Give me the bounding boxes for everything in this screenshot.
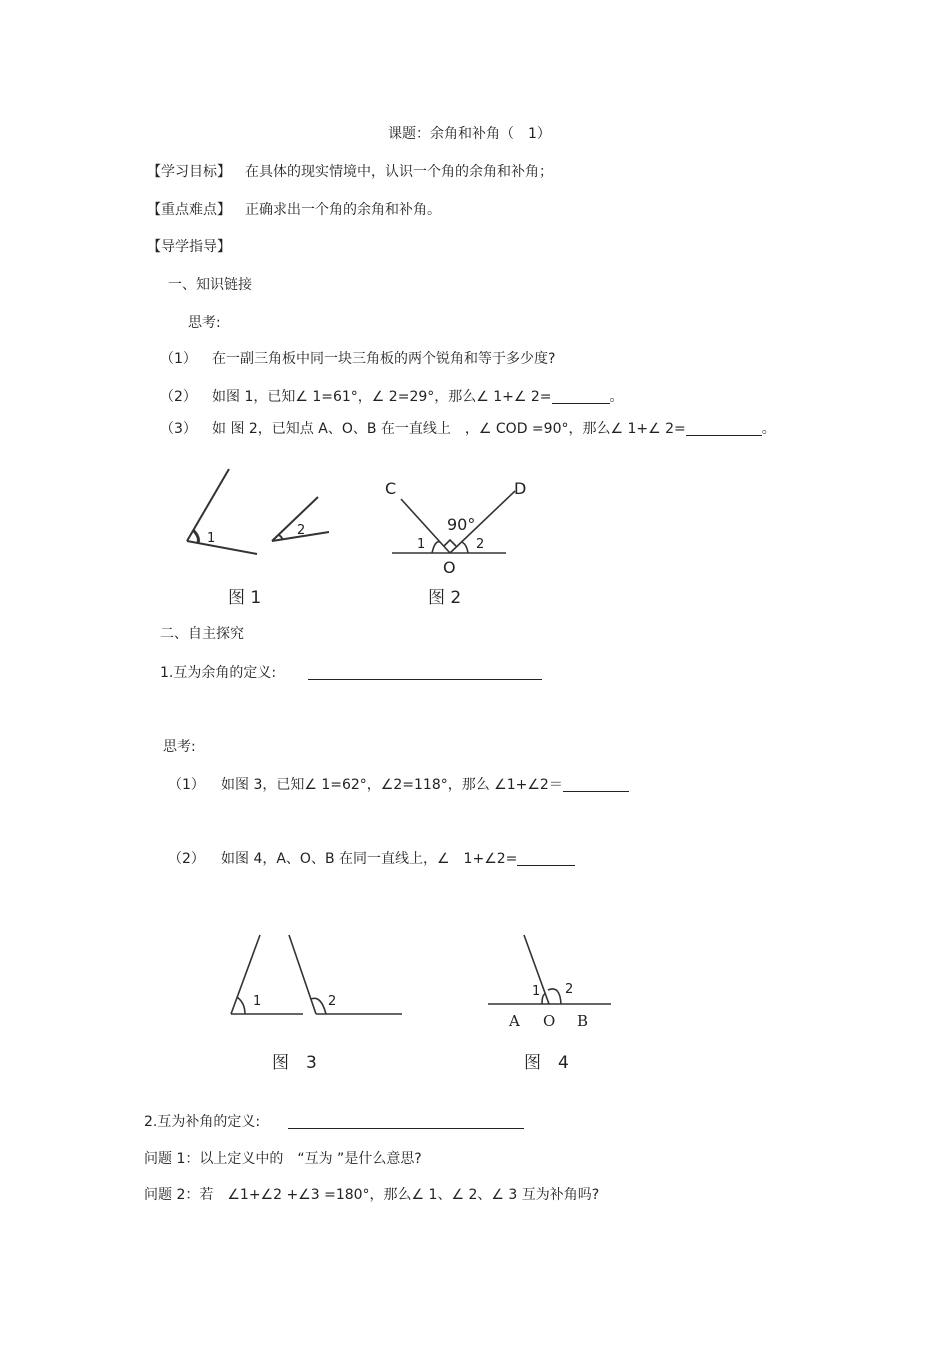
s1-q1-text: 在一副三角板中同一块三角板的两个锐角和等于多少度? bbox=[212, 351, 556, 367]
fig2-label-angle: 90° bbox=[447, 515, 476, 534]
section2-title: 二、自主探究 bbox=[160, 626, 244, 642]
fig1-label-1: 1 bbox=[207, 531, 216, 546]
fig3-caption: 图 3 bbox=[272, 1053, 317, 1073]
s1-q2-end: 。 bbox=[609, 389, 624, 405]
fig2-label-c: C bbox=[385, 479, 397, 498]
page-title: 课题：余角和补角（ 1） bbox=[388, 126, 551, 142]
fig1-caption: 图 1 bbox=[228, 588, 262, 608]
fig4-arc-2 bbox=[548, 989, 561, 1004]
fig4-label-1: 1 bbox=[532, 984, 541, 999]
fig2-label-1: 1 bbox=[417, 537, 426, 552]
s1-q3-end: 。 bbox=[761, 421, 776, 437]
fig2-label-d: D bbox=[514, 479, 527, 498]
fig3-label-2: 2 bbox=[328, 994, 337, 1009]
key-text: 正确求出一个角的余角和补角。 bbox=[245, 202, 441, 218]
s2-q2-text: 如图 4，A、O、B 在同一直线上，∠ 1+∠2= bbox=[221, 851, 518, 867]
s2-q1-num: （1） bbox=[168, 777, 205, 793]
section2-think: 思考: bbox=[163, 739, 196, 755]
s1-q3-num: （3） bbox=[160, 421, 197, 437]
def1-label: 1.互为余角的定义: bbox=[160, 665, 277, 681]
def2-blank-wrap bbox=[288, 1115, 524, 1129]
def2-blank[interactable] bbox=[288, 1115, 524, 1129]
s1-q1-num: （1） bbox=[160, 351, 197, 367]
fig4-label-o: O bbox=[543, 1012, 556, 1030]
s1-q2-num: （2） bbox=[160, 389, 197, 405]
key-label: 【重点难点】 bbox=[147, 202, 231, 218]
section1-title: 一、知识链接 bbox=[168, 277, 252, 293]
guide-label: 【导学指导】 bbox=[147, 239, 231, 255]
fig2-caption: 图 2 bbox=[428, 588, 462, 608]
fig2-label-2: 2 bbox=[476, 537, 485, 552]
fig4-caption: 图 4 bbox=[524, 1053, 569, 1073]
goal-label: 【学习目标】 bbox=[147, 164, 231, 180]
s2-q2-num: （2） bbox=[168, 851, 205, 867]
fig1-label-2: 2 bbox=[297, 523, 306, 538]
fig3-label-1: 1 bbox=[253, 994, 262, 1009]
s1-q3-text: 如 图 2，已知点 A、O、B 在一直线上 ，∠ COD =90°，那么∠ 1+∠ 2= bbox=[212, 421, 686, 437]
section1-think: 思考: bbox=[188, 315, 221, 331]
question-2: 问题 2：若 ∠1+∠2 +∠3 =180°，那么∠ 1、∠ 2、∠ 3 互为补角吗? bbox=[144, 1187, 600, 1203]
fig4-label-a: A bbox=[509, 1012, 520, 1030]
goal-text: 在具体的现实情境中，认识一个角的余角和补角； bbox=[245, 164, 553, 180]
s1-q2-text: 如图 1，已知∠ 1=61°，∠ 2=29°，那么∠ 1+∠ 2= bbox=[212, 389, 552, 405]
fig2-label-o: O bbox=[443, 558, 456, 577]
fig4-label-b: B bbox=[577, 1012, 589, 1030]
question-1: 问题 1：以上定义中的 “互为 ”是什么意思? bbox=[144, 1151, 422, 1167]
s2-q1-text: 如图 3，已知∠ 1=62°，∠2=118°，那么 ∠1+∠2＝ bbox=[221, 777, 563, 793]
fig4-label-2: 2 bbox=[565, 982, 574, 997]
fig4-arc-1 bbox=[542, 994, 545, 1004]
def2-label: 2.互为补角的定义: bbox=[144, 1114, 261, 1130]
